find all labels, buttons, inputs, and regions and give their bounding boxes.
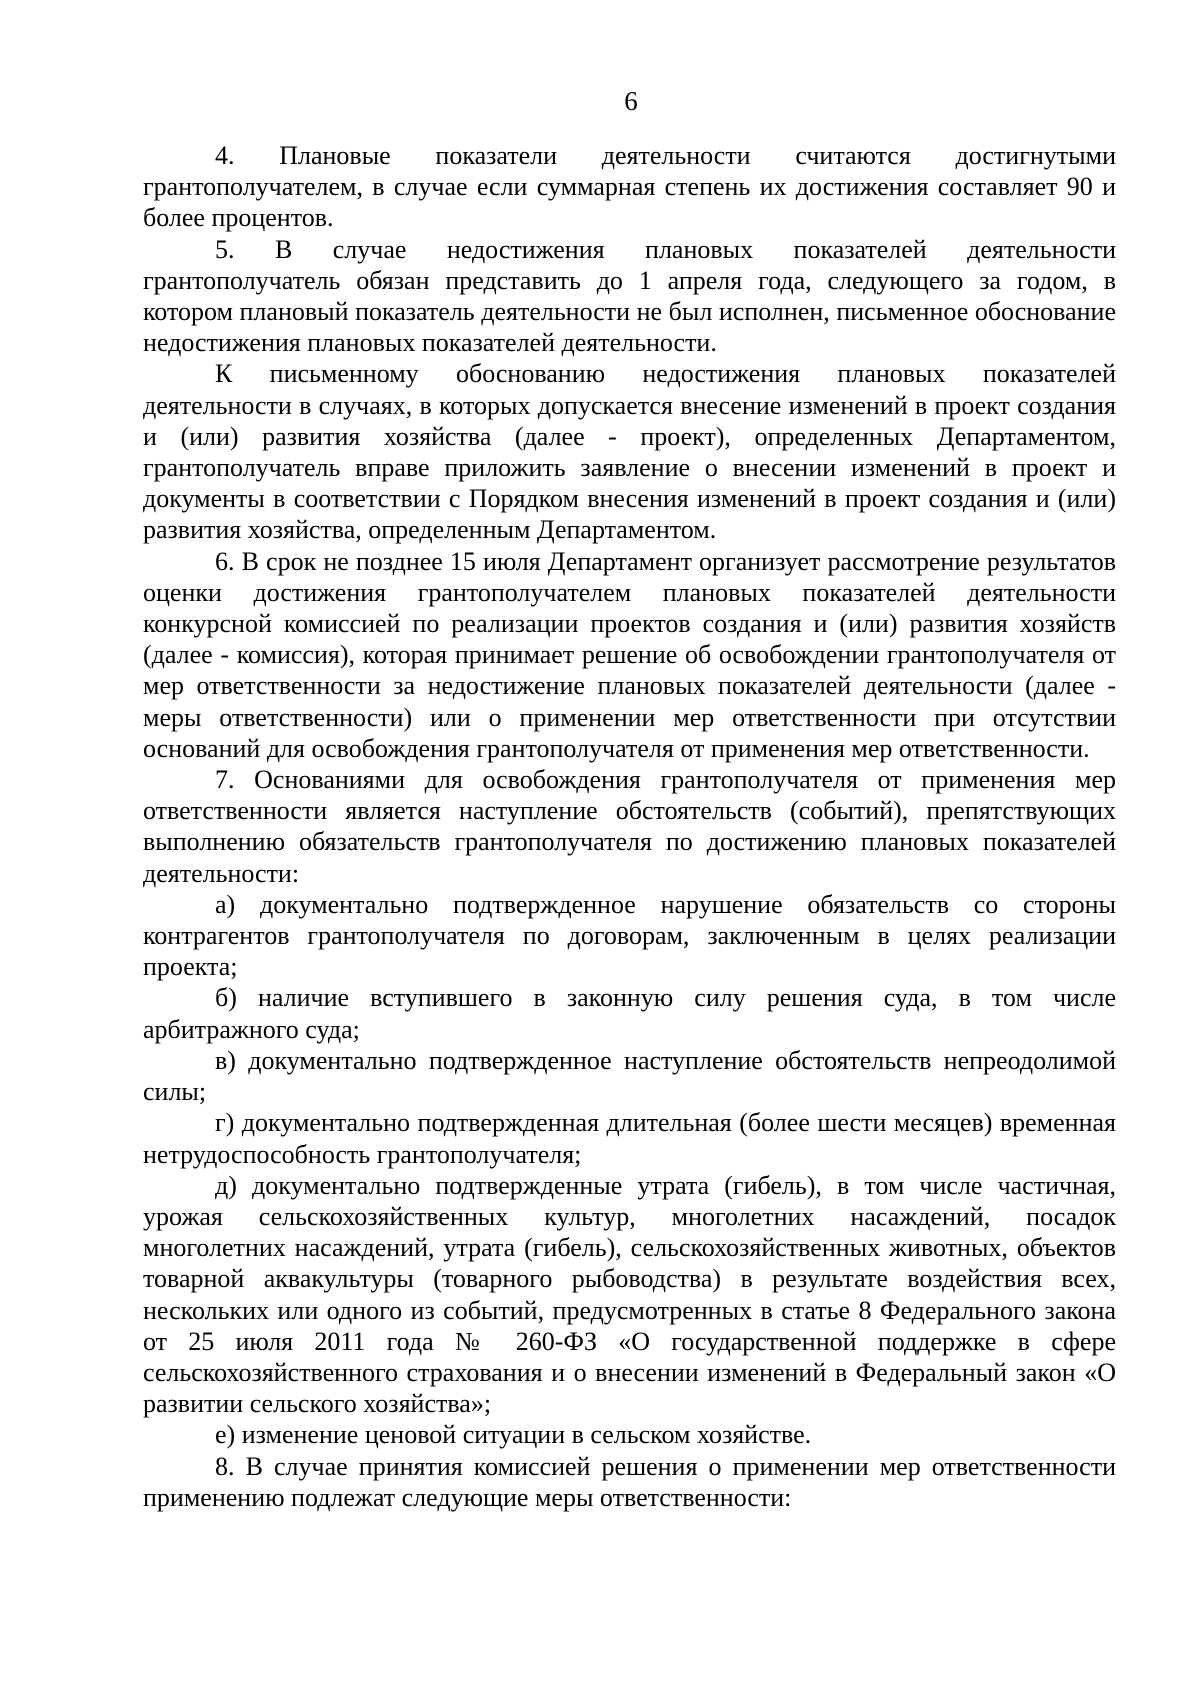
- list-item-v: в) документально подтвержденное наступление обстоятельств непреодолимой силы;: [143, 1045, 1116, 1107]
- paragraph-6-commission-review: 6. В срок не позднее 15 июля Департамент организует рассмотрение результатов оценки достижения грантополучателем плановых показателей деятельности конкурсной комиссией по реализации проектов создания и (или) развития хозяйств (далее - комиссия), которая принимает решение об освобождении грантополучателя от мер ответственности за недостижение плановых показателей деятельности (далее - меры ответственности) или о применении мер ответственности при отсутствии оснований для освобождения грантополучателя от применения мер ответственности.: [143, 546, 1116, 763]
- page-number: 6: [624, 86, 638, 116]
- list-item-e: е) изменение ценовой ситуации в сельском хозяйстве.: [215, 1420, 812, 1450]
- list-item-g: г) документально подтвержденная длительная (более шести месяцев) временная нетрудоспособность грантополучателя;: [143, 1108, 1116, 1169]
- list-item-d: д) документально подтвержденные утрата (гибель), в том числе частичная, урожая сельскохозяйственных культур, многолетних насаждений, посадок многолетних насаждений, утрата (гибель), сельскохозяйственных животных, объектов товарной аквакультуры (товарного рыбоводства) в результате воздействия всех, нескольких или одного из событий, предусмотренных в статье 8 Федерального закона от 25 июля 2011 года № 260-ФЗ «О государственной поддержке в сфере сельскохозяйственного страхования и о внесении изменений в Федеральный закон «О развитии сельского хозяйства»;: [143, 1170, 1116, 1419]
- paragraph-written-justification: К письменному обоснованию недостижения плановых показателей деятельности в случаях, в которых допускается внесение изменений в проект создания и (или) развития хозяйства (далее - проект), определенных Департаментом, грантополучатель вправе приложить заявление о внесении изменений в проект и документы в соответствии с Порядком внесения изменений в проект создания и (или) развития хозяйства, определенным Департаментом.: [143, 359, 1116, 545]
- paragraph-5-non-achievement: 5. В случае недостижения плановых показателей деятельности грантополучатель обязан представить до 1 апреля года, следующего за годом, в котором плановый показатель деятельности не был исполнен, письменное обоснование недостижения плановых показателей деятельности.: [143, 234, 1116, 358]
- paragraph-7-grounds-for-release: 7. Основаниями для освобождения грантополучателя от применения мер ответственности является наступление обстоятельств (событий), препятствующих выполнению обязательств грантополучателя по достижению плановых показателей деятельности:: [143, 765, 1116, 888]
- list-item-a: а) документально подтвержденное нарушение обязательств со стороны контрагентов грантополучателя по договорам, заключенным в целях реализации проекта;: [143, 889, 1116, 982]
- document-body: [143, 140, 1116, 1513]
- paragraph-4-planned-indicators: 4. Плановые показатели деятельности считаются достигнутыми грантополучателем, в случае если суммарная степень их достижения составляет 90 и более процентов.: [143, 141, 1116, 233]
- paragraph-8-measures: 8. В случае принятия комиссией решения о применении мер ответственности применению подлежат следующие меры ответственности:: [143, 1451, 1116, 1512]
- list-item-b: б) наличие вступившего в законную силу решения суда, в том числе арбитражного суда;: [143, 983, 1116, 1044]
